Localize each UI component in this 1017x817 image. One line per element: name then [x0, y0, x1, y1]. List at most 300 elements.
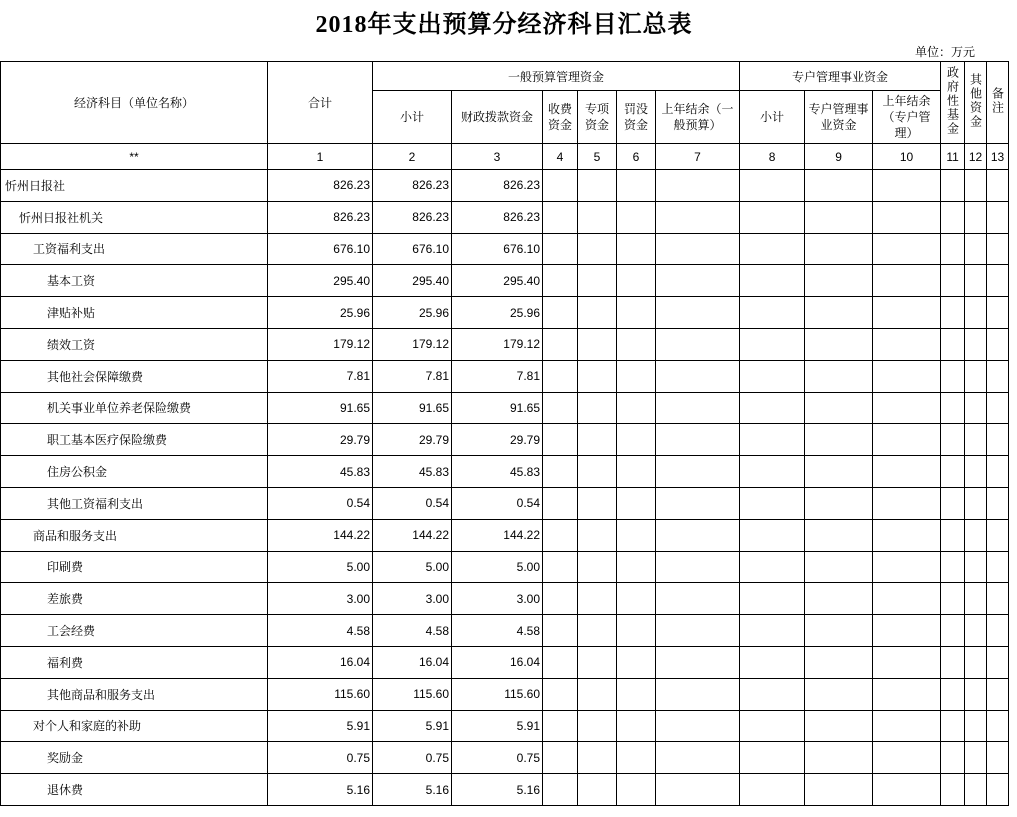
- row-value-col-2: 144.22: [373, 519, 452, 551]
- row-value-col-12: [965, 456, 987, 488]
- row-value-col-13: [987, 678, 1009, 710]
- row-value-col-10: [873, 615, 941, 647]
- row-value-col-12: [965, 170, 987, 202]
- row-value-col-8: [740, 615, 805, 647]
- row-value-col-7: [656, 519, 740, 551]
- row-value-col-11: [941, 774, 965, 806]
- row-value-col-11: [941, 392, 965, 424]
- row-value-col-2: 179.12: [373, 328, 452, 360]
- row-value-col-10: [873, 551, 941, 583]
- row-value-col-11: [941, 170, 965, 202]
- row-value-col-2: 676.10: [373, 233, 452, 265]
- row-value-col-3: 295.40: [452, 265, 543, 297]
- row-value-col-12: [965, 583, 987, 615]
- row-value-col-4: [543, 233, 578, 265]
- row-value-col-11: [941, 328, 965, 360]
- table-body: [1, 170, 1009, 806]
- row-value-col-6: [617, 328, 656, 360]
- row-label: 忻州日报社机关: [1, 201, 268, 233]
- row-value-col-11: [941, 265, 965, 297]
- row-value-col-3: 7.81: [452, 360, 543, 392]
- row-value-col-12: [965, 710, 987, 742]
- row-value-col-10: [873, 774, 941, 806]
- row-label: 工会经费: [1, 615, 268, 647]
- subheader-cell: 财政拨款资金: [452, 91, 543, 144]
- row-label: 对个人和家庭的补助: [1, 710, 268, 742]
- row-value-col-3: 0.54: [452, 487, 543, 519]
- row-value-col-9: [805, 233, 873, 265]
- row-value-col-10: [873, 456, 941, 488]
- subheader-cell: 收费资金: [543, 91, 578, 144]
- table-row: [1, 170, 1009, 202]
- index-cell: 7: [656, 144, 740, 170]
- other-fund-vertical-label: 其他资金: [968, 73, 983, 129]
- row-value-col-5: [578, 519, 617, 551]
- row-value-col-7: [656, 583, 740, 615]
- index-cell: 4: [543, 144, 578, 170]
- row-value-col-8: [740, 265, 805, 297]
- row-value-col-1: 5.16: [268, 774, 373, 806]
- row-value-col-11: [941, 424, 965, 456]
- row-value-col-9: [805, 328, 873, 360]
- row-value-col-6: [617, 583, 656, 615]
- row-value-col-9: [805, 170, 873, 202]
- row-value-col-12: [965, 487, 987, 519]
- index-cell: **: [1, 144, 268, 170]
- row-value-col-6: [617, 710, 656, 742]
- row-value-col-11: [941, 551, 965, 583]
- row-value-col-3: 144.22: [452, 519, 543, 551]
- row-value-col-2: 826.23: [373, 201, 452, 233]
- row-value-col-1: 5.91: [268, 710, 373, 742]
- row-value-col-4: [543, 583, 578, 615]
- row-label: 津贴补贴: [1, 297, 268, 329]
- row-value-col-12: [965, 646, 987, 678]
- row-value-col-1: 16.04: [268, 646, 373, 678]
- row-label: 绩效工资: [1, 328, 268, 360]
- row-value-col-10: [873, 519, 941, 551]
- row-value-col-5: [578, 710, 617, 742]
- row-value-col-9: [805, 201, 873, 233]
- row-value-col-3: 115.60: [452, 678, 543, 710]
- row-value-col-5: [578, 360, 617, 392]
- row-value-col-3: 5.00: [452, 551, 543, 583]
- row-value-col-12: [965, 424, 987, 456]
- row-value-col-1: 5.00: [268, 551, 373, 583]
- row-value-col-7: [656, 678, 740, 710]
- row-value-col-9: [805, 456, 873, 488]
- row-value-col-10: [873, 742, 941, 774]
- row-value-col-3: 179.12: [452, 328, 543, 360]
- row-label: 福利费: [1, 646, 268, 678]
- row-value-col-12: [965, 742, 987, 774]
- row-value-col-4: [543, 646, 578, 678]
- row-value-col-5: [578, 646, 617, 678]
- row-value-col-11: [941, 360, 965, 392]
- row-value-col-8: [740, 678, 805, 710]
- row-value-col-1: 826.23: [268, 170, 373, 202]
- row-value-col-8: [740, 297, 805, 329]
- row-value-col-5: [578, 170, 617, 202]
- row-label: 职工基本医疗保险缴费: [1, 424, 268, 456]
- row-label: 其他社会保障缴费: [1, 360, 268, 392]
- table-head: [1, 62, 1009, 170]
- subheader-cell: 上年结余（专户管理）: [873, 91, 941, 144]
- row-value-col-1: 676.10: [268, 233, 373, 265]
- row-value-col-10: [873, 233, 941, 265]
- row-value-col-7: [656, 328, 740, 360]
- row-value-col-1: 826.23: [268, 201, 373, 233]
- row-label: 商品和服务支出: [1, 519, 268, 551]
- row-value-col-2: 16.04: [373, 646, 452, 678]
- row-value-col-12: [965, 297, 987, 329]
- row-value-col-7: [656, 487, 740, 519]
- row-value-col-5: [578, 265, 617, 297]
- table-row: [1, 392, 1009, 424]
- row-value-col-2: 115.60: [373, 678, 452, 710]
- row-value-col-2: 7.81: [373, 360, 452, 392]
- row-value-col-11: [941, 487, 965, 519]
- row-value-col-1: 179.12: [268, 328, 373, 360]
- row-value-col-8: [740, 424, 805, 456]
- row-value-col-3: 16.04: [452, 646, 543, 678]
- row-value-col-13: [987, 487, 1009, 519]
- row-value-col-7: [656, 297, 740, 329]
- row-value-col-2: 4.58: [373, 615, 452, 647]
- row-value-col-11: [941, 742, 965, 774]
- row-value-col-13: [987, 392, 1009, 424]
- row-value-col-5: [578, 201, 617, 233]
- row-value-col-8: [740, 233, 805, 265]
- row-value-col-13: [987, 201, 1009, 233]
- row-value-col-8: [740, 170, 805, 202]
- row-value-col-6: [617, 487, 656, 519]
- row-value-col-8: [740, 742, 805, 774]
- header-other-fund: [965, 62, 987, 144]
- row-value-col-6: [617, 646, 656, 678]
- row-value-col-1: 295.40: [268, 265, 373, 297]
- row-value-col-6: [617, 265, 656, 297]
- row-value-col-10: [873, 710, 941, 742]
- row-value-col-6: [617, 392, 656, 424]
- row-value-col-9: [805, 742, 873, 774]
- row-label: 工资福利支出: [1, 233, 268, 265]
- row-value-col-7: [656, 424, 740, 456]
- row-value-col-8: [740, 551, 805, 583]
- row-value-col-4: [543, 742, 578, 774]
- page-title: 2018年支出预算分经济科目汇总表: [315, 12, 693, 38]
- index-cell: 13: [987, 144, 1009, 170]
- row-value-col-10: [873, 487, 941, 519]
- table-row: [1, 328, 1009, 360]
- index-cell: 3: [452, 144, 543, 170]
- row-value-col-11: [941, 646, 965, 678]
- row-value-col-10: [873, 646, 941, 678]
- row-value-col-8: [740, 201, 805, 233]
- row-value-col-12: [965, 774, 987, 806]
- row-value-col-1: 25.96: [268, 297, 373, 329]
- unit-note: 单位：万元: [914, 45, 975, 59]
- row-value-col-6: [617, 233, 656, 265]
- row-value-col-3: 0.75: [452, 742, 543, 774]
- row-value-col-12: [965, 519, 987, 551]
- row-value-col-1: 4.58: [268, 615, 373, 647]
- row-value-col-10: [873, 170, 941, 202]
- row-value-col-3: 676.10: [452, 233, 543, 265]
- index-row: [1, 144, 1009, 170]
- row-value-col-12: [965, 233, 987, 265]
- row-value-col-12: [965, 328, 987, 360]
- row-value-col-10: [873, 360, 941, 392]
- row-value-col-4: [543, 519, 578, 551]
- row-label: 忻州日报社: [1, 170, 268, 202]
- row-value-col-1: 115.60: [268, 678, 373, 710]
- row-value-col-13: [987, 774, 1009, 806]
- row-value-col-9: [805, 774, 873, 806]
- row-value-col-3: 91.65: [452, 392, 543, 424]
- table-row: [1, 551, 1009, 583]
- row-value-col-12: [965, 678, 987, 710]
- row-value-col-4: [543, 328, 578, 360]
- index-cell: 1: [268, 144, 373, 170]
- row-value-col-6: [617, 742, 656, 774]
- row-value-col-12: [965, 392, 987, 424]
- row-value-col-6: [617, 678, 656, 710]
- row-value-col-10: [873, 424, 941, 456]
- row-value-col-5: [578, 233, 617, 265]
- row-value-col-13: [987, 265, 1009, 297]
- row-value-col-4: [543, 297, 578, 329]
- row-value-col-7: [656, 742, 740, 774]
- row-value-col-11: [941, 710, 965, 742]
- row-value-col-2: 295.40: [373, 265, 452, 297]
- row-value-col-3: 45.83: [452, 456, 543, 488]
- row-value-col-2: 45.83: [373, 456, 452, 488]
- row-value-col-7: [656, 201, 740, 233]
- row-value-col-10: [873, 297, 941, 329]
- index-cell: 2: [373, 144, 452, 170]
- row-value-col-3: 3.00: [452, 583, 543, 615]
- row-value-col-4: [543, 551, 578, 583]
- table-row: [1, 583, 1009, 615]
- row-value-col-9: [805, 615, 873, 647]
- table-row: [1, 615, 1009, 647]
- row-value-col-7: [656, 170, 740, 202]
- row-label: 印刷费: [1, 551, 268, 583]
- index-cell: 5: [578, 144, 617, 170]
- row-value-col-1: 29.79: [268, 424, 373, 456]
- row-value-col-3: 4.58: [452, 615, 543, 647]
- row-value-col-12: [965, 265, 987, 297]
- row-value-col-2: 826.23: [373, 170, 452, 202]
- table-row: [1, 424, 1009, 456]
- row-value-col-11: [941, 201, 965, 233]
- subheader-cell: 罚没资金: [617, 91, 656, 144]
- row-value-col-7: [656, 615, 740, 647]
- row-value-col-11: [941, 519, 965, 551]
- row-value-col-9: [805, 487, 873, 519]
- row-value-col-9: [805, 710, 873, 742]
- row-value-col-5: [578, 774, 617, 806]
- row-value-col-4: [543, 456, 578, 488]
- row-value-col-4: [543, 615, 578, 647]
- row-value-col-12: [965, 615, 987, 647]
- row-value-col-4: [543, 424, 578, 456]
- row-value-col-1: 3.00: [268, 583, 373, 615]
- row-value-col-2: 5.00: [373, 551, 452, 583]
- row-value-col-9: [805, 551, 873, 583]
- row-value-col-12: [965, 201, 987, 233]
- table-row: [1, 774, 1009, 806]
- row-value-col-2: 0.54: [373, 487, 452, 519]
- row-value-col-9: [805, 646, 873, 678]
- row-value-col-10: [873, 678, 941, 710]
- row-value-col-7: [656, 774, 740, 806]
- row-value-col-11: [941, 615, 965, 647]
- row-label: 住房公积金: [1, 456, 268, 488]
- row-value-col-4: [543, 678, 578, 710]
- row-value-col-6: [617, 551, 656, 583]
- row-value-col-9: [805, 424, 873, 456]
- row-value-col-3: 5.91: [452, 710, 543, 742]
- row-value-col-13: [987, 710, 1009, 742]
- row-value-col-2: 3.00: [373, 583, 452, 615]
- gov-fund-vertical-label: 政府性基金: [945, 66, 960, 136]
- row-value-col-13: [987, 170, 1009, 202]
- row-value-col-5: [578, 583, 617, 615]
- row-value-col-4: [543, 265, 578, 297]
- row-value-col-8: [740, 487, 805, 519]
- row-value-col-6: [617, 297, 656, 329]
- row-value-col-4: [543, 360, 578, 392]
- row-value-col-7: [656, 551, 740, 583]
- row-value-col-5: [578, 392, 617, 424]
- row-value-col-7: [656, 456, 740, 488]
- row-value-col-11: [941, 678, 965, 710]
- row-value-col-8: [740, 710, 805, 742]
- row-value-col-6: [617, 424, 656, 456]
- page: [0, 10, 1017, 817]
- row-value-col-12: [965, 551, 987, 583]
- row-value-col-9: [805, 583, 873, 615]
- table-row: [1, 297, 1009, 329]
- table-row: [1, 487, 1009, 519]
- row-label: 差旅费: [1, 583, 268, 615]
- index-cell: 9: [805, 144, 873, 170]
- row-value-col-9: [805, 265, 873, 297]
- row-label: 基本工资: [1, 265, 268, 297]
- header-group-general-budget: 一般预算管理资金: [373, 62, 740, 91]
- row-value-col-9: [805, 360, 873, 392]
- row-value-col-4: [543, 487, 578, 519]
- row-value-col-13: [987, 551, 1009, 583]
- row-value-col-13: [987, 456, 1009, 488]
- header-total: 合计: [268, 62, 373, 144]
- row-value-col-5: [578, 424, 617, 456]
- row-value-col-8: [740, 774, 805, 806]
- row-value-col-5: [578, 615, 617, 647]
- header-gov-fund: [941, 62, 965, 144]
- table-row: [1, 710, 1009, 742]
- row-value-col-7: [656, 392, 740, 424]
- table-row: [1, 646, 1009, 678]
- row-value-col-9: [805, 519, 873, 551]
- table-row: [1, 742, 1009, 774]
- row-value-col-6: [617, 519, 656, 551]
- row-value-col-5: [578, 297, 617, 329]
- row-value-col-6: [617, 201, 656, 233]
- row-value-col-2: 91.65: [373, 392, 452, 424]
- table-row: [1, 265, 1009, 297]
- row-value-col-7: [656, 265, 740, 297]
- row-value-col-8: [740, 392, 805, 424]
- row-value-col-11: [941, 233, 965, 265]
- row-value-col-2: 5.91: [373, 710, 452, 742]
- row-value-col-3: 826.23: [452, 170, 543, 202]
- row-value-col-1: 7.81: [268, 360, 373, 392]
- index-cell: 12: [965, 144, 987, 170]
- row-value-col-1: 144.22: [268, 519, 373, 551]
- row-label: 其他商品和服务支出: [1, 678, 268, 710]
- row-value-col-4: [543, 774, 578, 806]
- row-value-col-1: 45.83: [268, 456, 373, 488]
- index-cell: 11: [941, 144, 965, 170]
- row-value-col-5: [578, 487, 617, 519]
- row-value-col-1: 0.75: [268, 742, 373, 774]
- row-value-col-5: [578, 678, 617, 710]
- row-value-col-10: [873, 265, 941, 297]
- row-value-col-5: [578, 456, 617, 488]
- row-value-col-10: [873, 201, 941, 233]
- row-value-col-13: [987, 424, 1009, 456]
- row-label: 其他工资福利支出: [1, 487, 268, 519]
- row-value-col-11: [941, 583, 965, 615]
- row-value-col-10: [873, 328, 941, 360]
- subheader-cell: 小计: [740, 91, 805, 144]
- row-value-col-10: [873, 583, 941, 615]
- row-value-col-6: [617, 456, 656, 488]
- row-value-col-10: [873, 392, 941, 424]
- row-value-col-5: [578, 742, 617, 774]
- row-value-col-11: [941, 456, 965, 488]
- row-value-col-2: 25.96: [373, 297, 452, 329]
- row-value-col-3: 25.96: [452, 297, 543, 329]
- row-label: 机关事业单位养老保险缴费: [1, 392, 268, 424]
- row-value-col-13: [987, 583, 1009, 615]
- row-value-col-6: [617, 360, 656, 392]
- row-value-col-13: [987, 328, 1009, 360]
- row-value-col-6: [617, 615, 656, 647]
- row-value-col-8: [740, 583, 805, 615]
- row-value-col-13: [987, 233, 1009, 265]
- row-value-col-3: 29.79: [452, 424, 543, 456]
- row-value-col-7: [656, 710, 740, 742]
- table-row: [1, 233, 1009, 265]
- row-value-col-9: [805, 678, 873, 710]
- row-value-col-13: [987, 646, 1009, 678]
- row-value-col-7: [656, 646, 740, 678]
- subheader-cell: 专户管理事业资金: [805, 91, 873, 144]
- row-value-col-13: [987, 519, 1009, 551]
- table-row: [1, 519, 1009, 551]
- row-value-col-5: [578, 328, 617, 360]
- row-value-col-2: 29.79: [373, 424, 452, 456]
- row-value-col-4: [543, 710, 578, 742]
- row-value-col-5: [578, 551, 617, 583]
- row-value-col-1: 91.65: [268, 392, 373, 424]
- row-value-col-8: [740, 646, 805, 678]
- row-value-col-2: 5.16: [373, 774, 452, 806]
